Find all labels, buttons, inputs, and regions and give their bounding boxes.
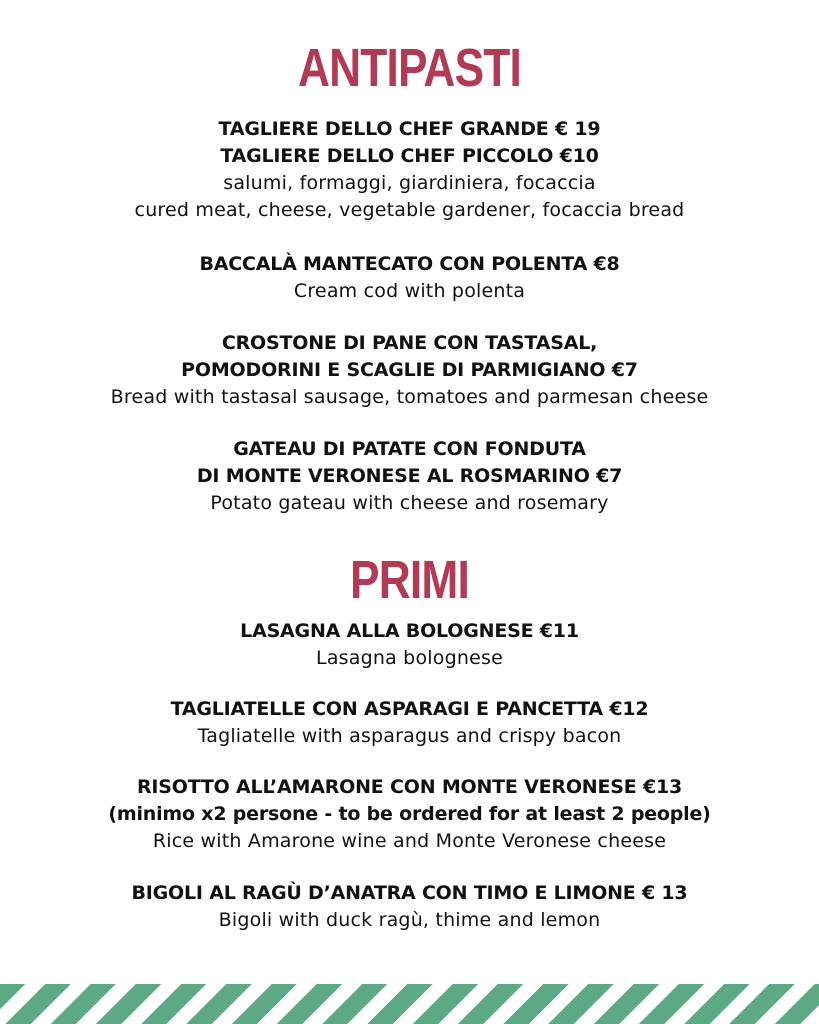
item-name: TAGLIATELLE CON ASPARAGI E PANCETTA €12: [170, 698, 649, 720]
item-description: Bread with tastasal sausage, tomatoes and parmesan cheese: [110, 386, 709, 408]
menu-item-baccala: [0, 251, 819, 305]
item-description: cured meat, cheese, vegetable gardener, focaccia bread: [134, 199, 685, 221]
item-description: Lasagna bolognese: [316, 647, 503, 669]
item-description: Bigoli with duck ragù, thime and lemon: [218, 909, 601, 931]
menu-item-lasagna: [0, 618, 819, 672]
item-name: BACCALÀ MANTECATO CON POLENTA €8: [199, 253, 620, 275]
item-name: POMODORINI E SCAGLIE DI PARMIGIANO €7: [181, 359, 638, 381]
item-name: DI MONTE VERONESE AL ROSMARINO €7: [196, 465, 623, 487]
item-name: TAGLIERE DELLO CHEF PICCOLO €10: [220, 145, 599, 167]
item-description: Cream cod with polenta: [293, 280, 526, 302]
item-name: TAGLIERE DELLO CHEF GRANDE € 19: [218, 118, 601, 140]
item-description: Tagliatelle with asparagus and crispy bacon: [197, 725, 622, 747]
item-description: salumi, formaggi, giardiniera, focaccia: [223, 172, 596, 194]
item-name: RISOTTO ALL’AMARONE CON MONTE VERONESE €13: [136, 776, 683, 798]
item-name: LASAGNA ALLA BOLOGNESE €11: [240, 620, 579, 642]
item-note: (minimo x2 persone - to be ordered for at least 2 people): [108, 803, 711, 825]
decorative-stripe-border: [0, 984, 819, 1024]
menu-item-risotto: [0, 774, 819, 855]
menu-item-bigoli: [0, 880, 819, 934]
menu-item-gateau: [0, 436, 819, 517]
section-title-antipasti: ANTIPASTI: [297, 38, 522, 98]
item-name: CROSTONE DI PANE CON TASTASAL,: [221, 332, 598, 354]
section-title-primi: PRIMI: [350, 550, 469, 610]
menu-item-tagliatelle: [0, 696, 819, 750]
item-name: BIGOLI AL RAGÙ D’ANATRA CON TIMO E LIMONE € 13: [131, 882, 688, 904]
item-description: Rice with Amarone wine and Monte Veronese cheese: [152, 830, 667, 852]
menu-item-crostone: [0, 330, 819, 411]
item-name: GATEAU DI PATATE CON FONDUTA: [233, 438, 586, 460]
menu-item-tagliere: [0, 116, 819, 224]
item-description: Potato gateau with cheese and rosemary: [210, 492, 609, 514]
